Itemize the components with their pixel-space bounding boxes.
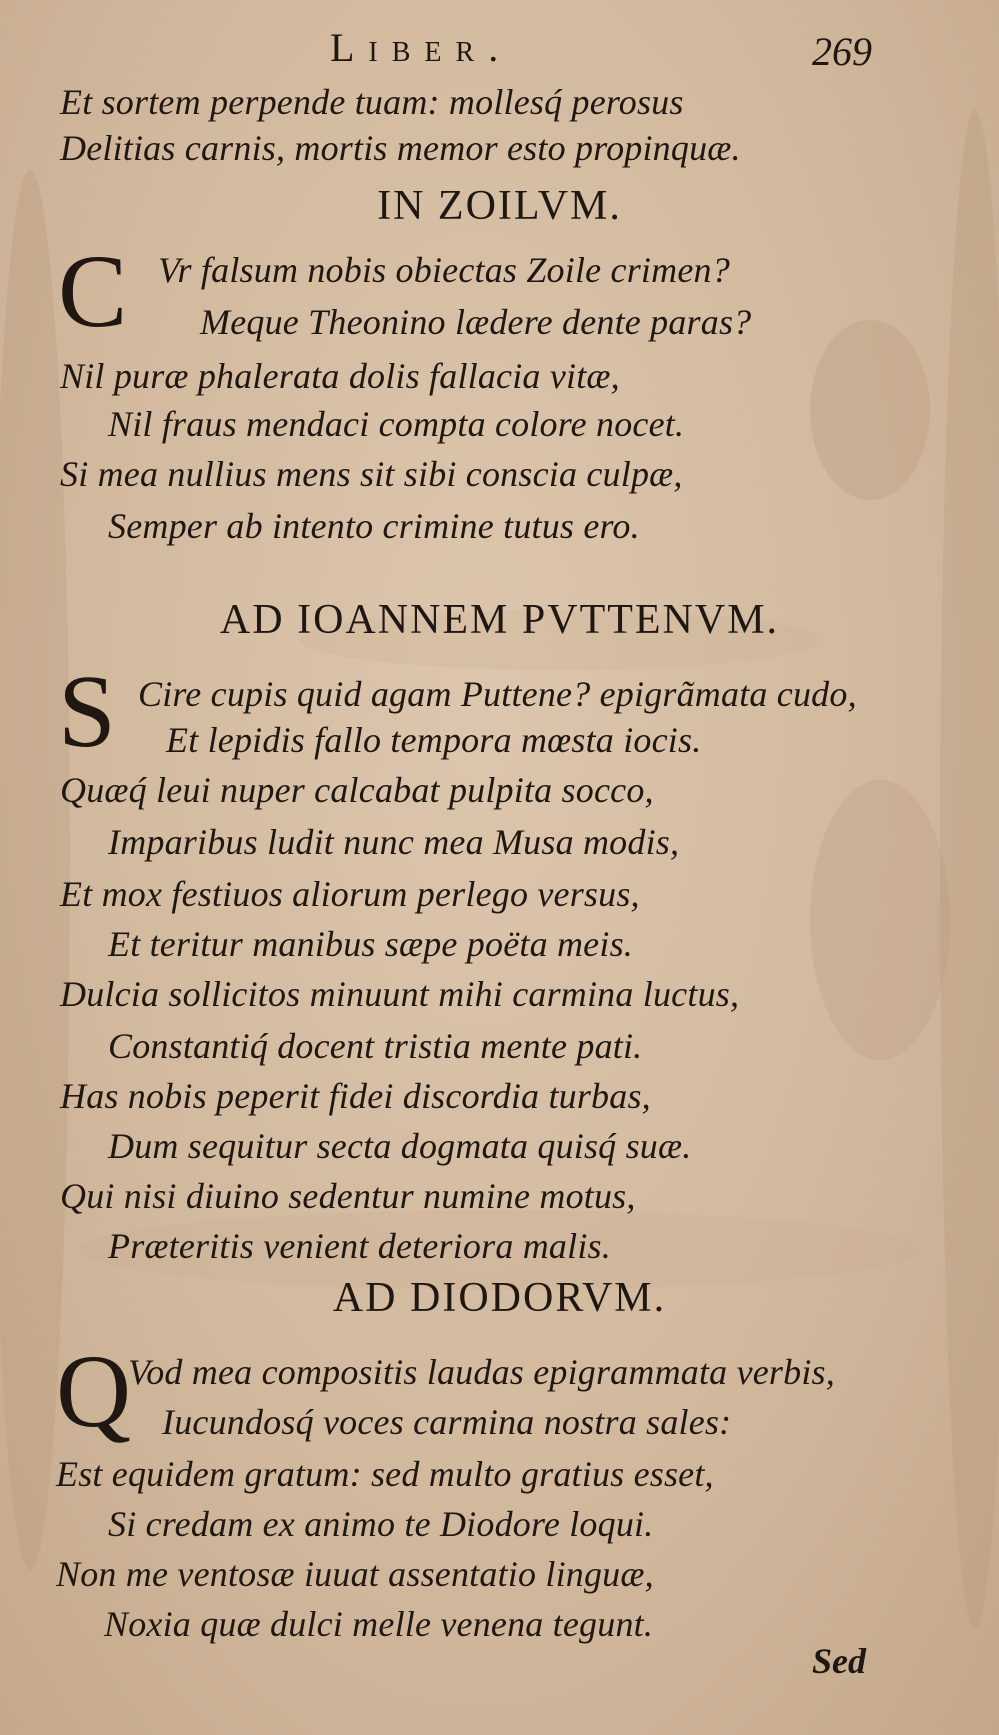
verse-line: Cire cupis quid agam Puttene? epigrãmata cudo, bbox=[138, 674, 857, 714]
verse-line: Et mox festiuos aliorum perlego versus, bbox=[60, 874, 640, 914]
catchword: Sed bbox=[812, 1641, 866, 1681]
page-number: 269 bbox=[812, 29, 872, 74]
verse-line: Quæq́ leui nuper calcabat pulpita socco, bbox=[60, 770, 654, 810]
verse-line: Dum sequitur secta dogmata quisq́ suæ. bbox=[108, 1126, 692, 1166]
verse-line: Vod mea compositis laudas epigrammata verbis, bbox=[128, 1352, 835, 1392]
verse-line: Si credam ex animo te Diodore loqui. bbox=[108, 1504, 654, 1544]
poem-title: IN ZOILVM. bbox=[377, 183, 622, 229]
verse-line: Delitias carnis, mortis memor esto propinquæ. bbox=[60, 128, 741, 168]
verse-line: Constantiq́ docent tristia mente pati. bbox=[108, 1026, 643, 1066]
verse-line: Nil fraus mendaci compta colore nocet. bbox=[108, 404, 685, 444]
drop-cap: C bbox=[58, 234, 128, 349]
verse-line: Noxia quæ dulci melle venena tegunt. bbox=[104, 1604, 654, 1644]
poem-title: AD IOANNEM PVTTENVM. bbox=[219, 597, 780, 643]
verse-line: Non me ventosæ iuuat assentatio linguæ, bbox=[56, 1554, 654, 1594]
verse-line: Iucundosq́ voces carmina nostra sales: bbox=[162, 1402, 732, 1442]
drop-cap: Q bbox=[56, 1334, 132, 1449]
verse-line: Est equidem gratum: sed multo gratius esset, bbox=[56, 1454, 714, 1494]
drop-cap: S bbox=[58, 654, 116, 769]
verse-line: Has nobis peperit fidei discordia turbas, bbox=[60, 1076, 651, 1116]
verse-line: Et sortem perpende tuam: mollesq́ perosus bbox=[60, 82, 684, 122]
poem-title: AD DIODORVM. bbox=[332, 1275, 667, 1321]
running-head: Liber. bbox=[330, 25, 513, 70]
verse-line: Dulcia sollicitos minuunt mihi carmina luctus, bbox=[60, 974, 740, 1014]
page-header bbox=[0, 18, 999, 78]
verse-line: Qui nisi diuino sedentur numine motus, bbox=[60, 1176, 636, 1216]
verse-line: Nil puræ phalerata dolis fallacia vitæ, bbox=[60, 356, 620, 396]
verse-line: Meque Theonino lædere dente paras? bbox=[200, 302, 752, 342]
verse-line: Vr falsum nobis obiectas Zoile crimen? bbox=[158, 250, 730, 290]
verse-line: Imparibus ludit nunc mea Musa modis, bbox=[108, 822, 680, 862]
verse-line: Præteritis venient deteriora malis. bbox=[108, 1226, 611, 1266]
verse-line: Et lepidis fallo tempora mœsta iocis. bbox=[166, 720, 702, 760]
verse-line: Si mea nullius mens sit sibi conscia culpæ, bbox=[60, 454, 683, 494]
verse-line: Et teritur manibus sæpe poëta meis. bbox=[108, 924, 633, 964]
verse-line: Semper ab intento crimine tutus ero. bbox=[108, 506, 640, 546]
